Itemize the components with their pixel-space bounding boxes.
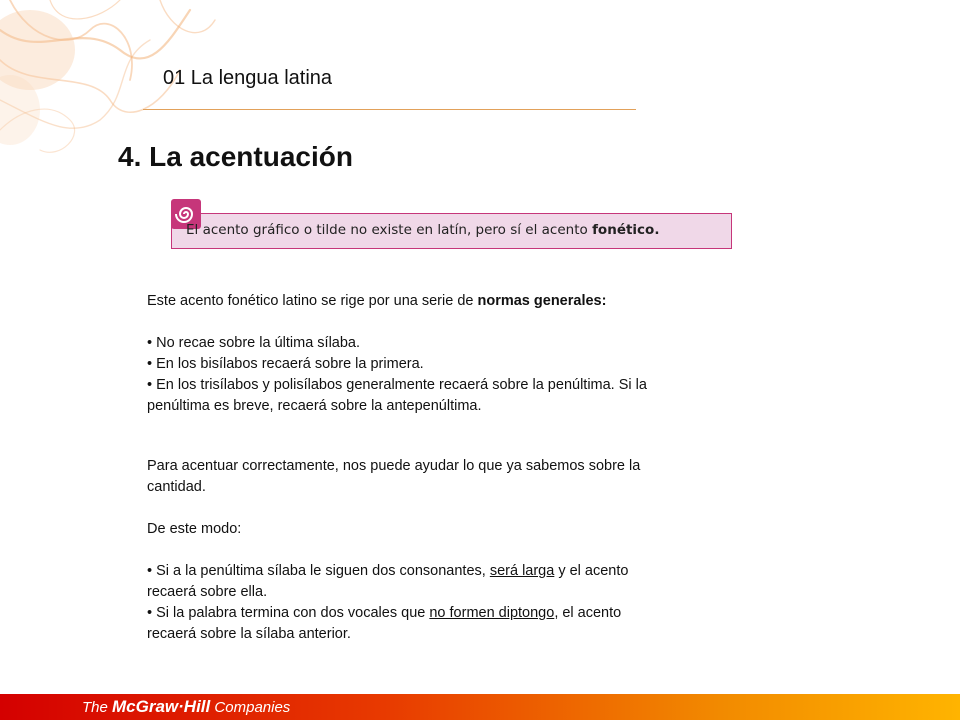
header-divider: [143, 109, 636, 110]
underlined-phrase: será larga: [489, 563, 555, 579]
quantity-intro: Para acentuar correctamente, nos puede ayudar lo que ya sabemos sobre la: [147, 458, 641, 474]
list-item: • Si a la penúltima sílaba le siguen dos consonantes, será larga y el acento: [147, 563, 629, 579]
list-item: • En los bisílabos recaerá sobre la primera.: [147, 356, 424, 372]
rules-section: [147, 291, 747, 417]
list-item: • Si la palabra termina con dos vocales que no formen diptongo, el acento: [147, 605, 622, 621]
footer-bar: [0, 694, 960, 720]
quantity-intro-cont: cantidad.: [147, 479, 206, 495]
quantity-section: [147, 456, 747, 645]
mode-label: De este modo:: [147, 521, 242, 537]
list-item-continuation: recaerá sobre la sílaba anterior.: [147, 626, 351, 642]
list-item: • En los trisílabos y polisílabos generalmente recaerá sobre la penúltima. Si la: [147, 377, 647, 393]
list-item-continuation: penúltima es breve, recaerá sobre la antepenúltima.: [147, 398, 482, 414]
rules-intro: Este acento fonético latino se rige por una serie de normas generales:: [147, 293, 607, 309]
publisher-logo: The McGraw·Hill Companies: [82, 697, 291, 716]
chapter-title: 01 La lengua latina: [163, 67, 333, 89]
list-item: • No recae sobre la última sílaba.: [147, 335, 361, 351]
list-item-continuation: recaerá sobre ella.: [147, 584, 268, 600]
note-text: El acento gráfico o tilde no existe en latín, pero sí el acento fonético.: [186, 222, 660, 238]
underlined-phrase: no formen diptongo: [429, 605, 555, 621]
page-title: 4. La acentuación: [118, 141, 353, 172]
